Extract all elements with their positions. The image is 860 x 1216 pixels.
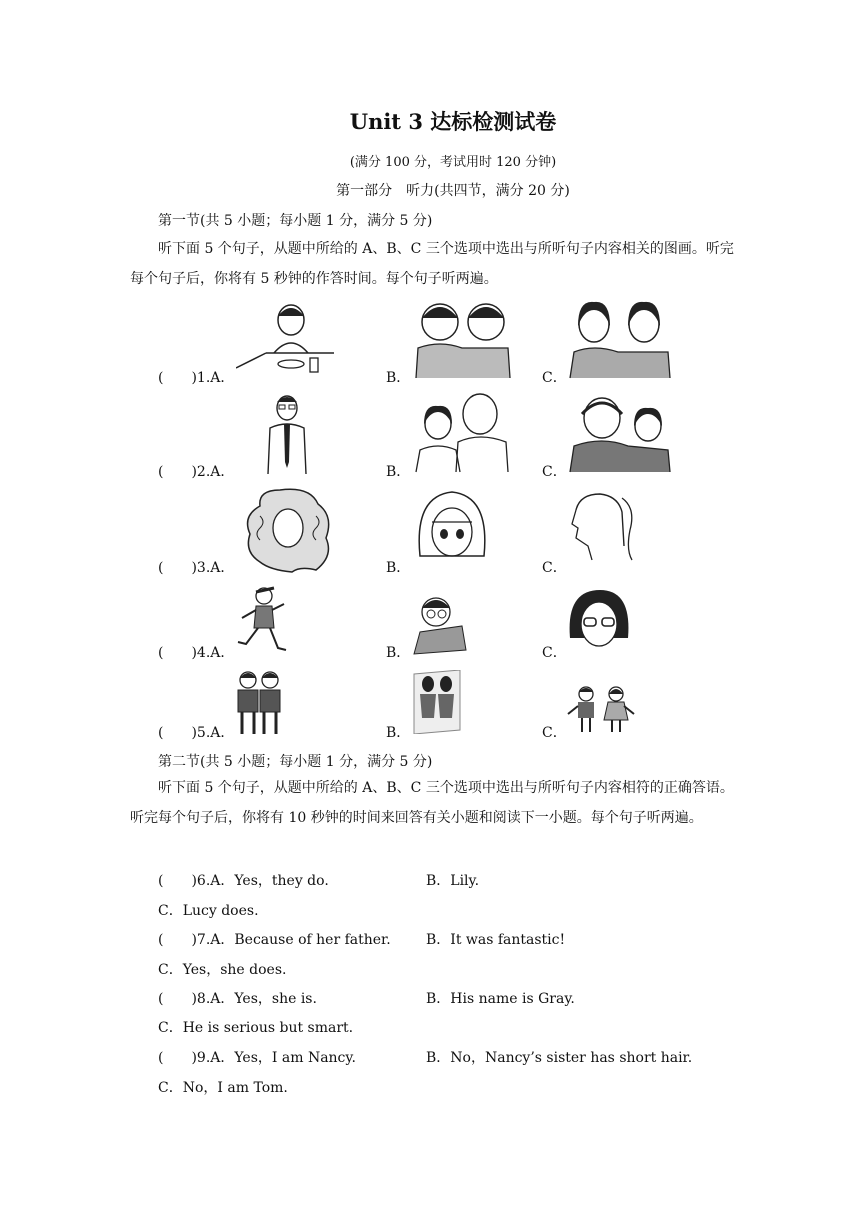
q2-a-man-with-tie-picture [262, 392, 312, 476]
q4-c-label: C． [542, 645, 567, 661]
q8-option-a: ( )8.A．Yes，she is. [158, 991, 317, 1007]
section2-heading: 第二节(共 5 小题；每小题 1 分，满分 5 分) [158, 754, 433, 770]
q9-option-b: B．No，Nancy’s sister has short hair. [426, 1050, 693, 1066]
q3-label: ( )3.A． [158, 560, 235, 576]
q4-b-reading-boy-picture [410, 594, 468, 656]
q4-label: ( )4.A． [158, 645, 235, 661]
q2-c-grandma-and-girl-picture [568, 390, 672, 474]
q7-option-a: ( )7.A．Because of her father. [158, 932, 391, 948]
q1-b-label: B． [386, 370, 411, 386]
q5-b-label: B． [386, 725, 411, 741]
q5-c-label: C． [542, 725, 567, 741]
page-subtitle: (满分 100 分，考试用时 120 分钟) [349, 155, 557, 170]
q3-b-bangs-girl-picture [414, 486, 490, 570]
part-heading: 第一部分 听力(共四节，满分 20 分) [336, 183, 570, 199]
q4-a-running-boy-picture [234, 584, 290, 656]
section1-instruction: 听下面 5 个句子，从题中所给的 A、B、C 三个选项中选出与所听句子内容相关的图画。听完每个句子后，你将有 5 秒钟的作答时间。每个句子听两遍。 [130, 241, 734, 287]
q9-option-c: C．No，I am Tom. [158, 1080, 288, 1096]
q6-option-b: B．Lily. [426, 873, 480, 889]
q2-c-label: C． [542, 464, 567, 480]
q3-b-label: B． [386, 560, 411, 576]
q5-c-boy-and-girl-picture [566, 684, 638, 734]
q3-c-label: C． [542, 560, 567, 576]
q1-label: ( )1.A． [158, 370, 235, 386]
section2-instruction: 听下面 5 个句子，从题中所给的 A、B、C 三个选项中选出与所听句子内容相符的正确答语。听完每个句子后，你将有 10 秒钟的时间来回答有关小题和阅读下一小题。每个句子听两遍。 [130, 780, 734, 826]
q5-b-two-girls-picture [412, 670, 462, 734]
q3-c-ponytail-picture [566, 490, 638, 570]
q3-a-curly-hair-picture [240, 486, 336, 574]
q4-b-label: B． [386, 645, 411, 661]
q6-option-a: ( )6.A．Yes，they do. [158, 873, 329, 889]
q2-label: ( )2.A． [158, 464, 235, 480]
section1-heading: 第一节(共 5 小题；每小题 1 分，满分 5 分) [158, 213, 433, 229]
q5-label: ( )5.A． [158, 725, 235, 741]
q7-option-c: C．Yes，she does. [158, 962, 287, 978]
q4-c-woman-glasses-picture [566, 588, 632, 654]
q1-b-two-boys-picture [414, 296, 512, 380]
q2-b-girl-and-grandpa-picture [412, 390, 512, 474]
q7-option-b: B．It was fantastic! [426, 932, 566, 948]
q1-c-two-girls-picture [568, 296, 672, 380]
q1-c-label: C． [542, 370, 567, 386]
q2-b-label: B． [386, 464, 411, 480]
page-title: Unit 3 达标检测试卷 [349, 109, 557, 134]
q6-option-c: C．Lucy does. [158, 903, 259, 919]
q1-a-girl-eating-picture [236, 298, 336, 380]
q9-option-a: ( )9.A．Yes，I am Nancy. [158, 1050, 356, 1066]
q5-a-twin-boys-picture [234, 668, 284, 736]
q8-option-b: B．His name is Gray. [426, 991, 575, 1007]
q8-option-c: C．He is serious but smart. [158, 1020, 354, 1036]
